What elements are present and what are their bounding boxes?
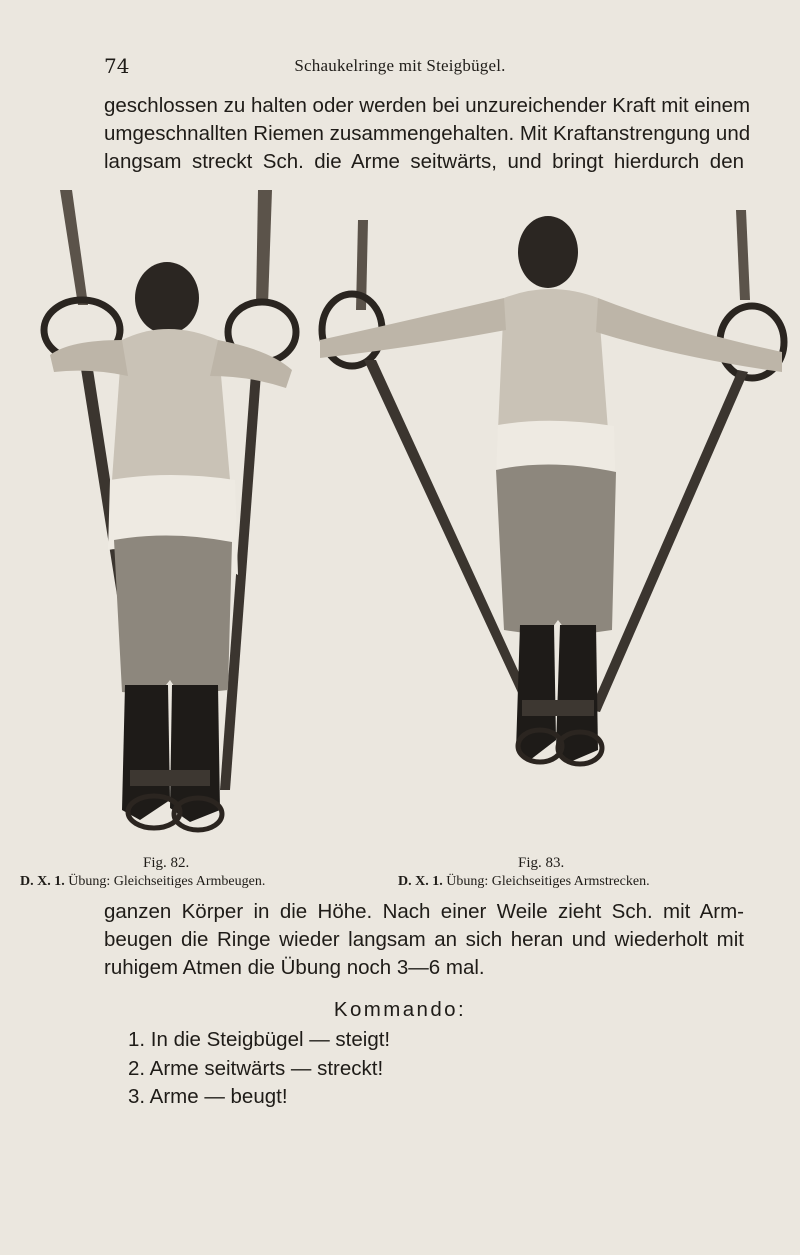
text-line: umgeschnallten Riemen zusammengehalten. Mit Kraftanstrengung und: [104, 122, 751, 145]
command-item: 2. Arme seitwärts — streckt!: [128, 1056, 384, 1080]
caption-step: 1.: [54, 874, 65, 889]
figure-83-number: Fig. 83.: [518, 855, 565, 871]
command-item: 3. Arme — beugt!: [128, 1085, 288, 1108]
kommando-heading: Kommando:: [333, 998, 467, 1021]
running-title: Schaukelringe mit Steigbügel.: [294, 56, 506, 75]
figure-82-number: Fig. 82.: [143, 855, 190, 871]
text-line: beugen die Ringe wieder langsam an sich heran und wiederholt mit: [104, 928, 744, 951]
figure-83-photo: [320, 210, 784, 764]
command-list: [128, 1026, 390, 1112]
text-line: geschlossen zu halten oder werden bei unzureichender Kraft mit einem: [104, 94, 751, 117]
page-header: [0, 54, 800, 84]
command-item: 1. In die Steigbügel — steigt!: [128, 1028, 391, 1051]
exercise-photographs: [30, 180, 800, 852]
text-line: langsam streckt Sch. die Arme seitwärts, und bringt hierdurch den: [104, 150, 744, 173]
figure-83-caption: [398, 874, 650, 890]
caption-text: Übung: Gleichseitiges Armbeugen.: [68, 874, 266, 889]
caption-prefix: D. X.: [20, 874, 51, 889]
text-line: ruhigem Atmen die Übung noch 3—6 mal.: [104, 956, 485, 979]
caption-text: Übung: Gleichseitiges Armstrecken.: [446, 874, 650, 889]
page-number: 74: [104, 54, 130, 78]
figure-82-caption: [20, 874, 265, 890]
top-paragraph: [104, 92, 751, 176]
bottom-paragraph: [104, 898, 744, 982]
caption-step: 1.: [432, 874, 443, 889]
caption-prefix: D. X.: [398, 874, 429, 889]
text-line: ganzen Körper in die Höhe. Nach einer Weile zieht Sch. mit Arm-: [104, 900, 744, 923]
figure-82-photo: [44, 190, 296, 830]
